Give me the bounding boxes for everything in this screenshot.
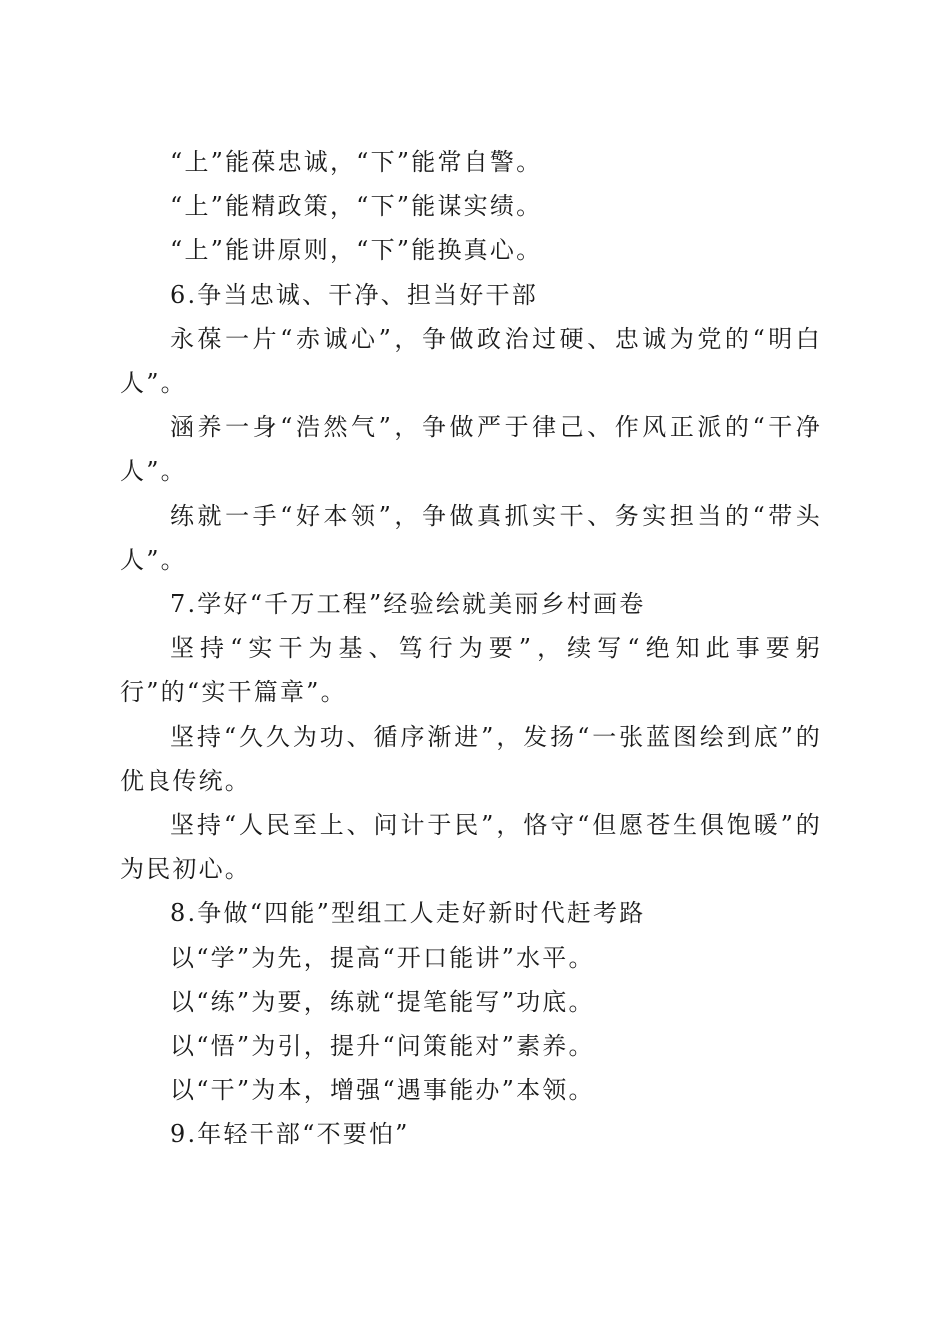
section-heading-8: 8.争做“四能”型组工人走好新时代赶考路	[170, 899, 646, 928]
paragraph-6: 涵养一身“浩然气”，争做严于律己、作风正派的“干净人”。	[120, 413, 822, 486]
paragraph-13: 以“学”为先，提高“开口能讲”水平。	[170, 943, 595, 972]
paragraph-14: 以“练”为要，练就“提笔能写”功底。	[170, 987, 595, 1016]
paragraph-15: 以“悟”为引，提升“问策能对”素养。	[170, 1032, 595, 1061]
paragraph-9: 坚持“实干为基、笃行为要”，续写“绝知此事要躬行”的“实干篇章”。	[120, 634, 822, 707]
paragraph-1: “上”能葆忠诚，“下”能常自警。	[170, 148, 543, 176]
section-heading-9: 9.年轻干部“不要怕”	[170, 1120, 410, 1149]
paragraph-5: 永葆一片“赤诚心”，争做政治过硬、忠诚为党的“明白人”。	[120, 324, 822, 398]
document-body	[120, 140, 822, 1157]
paragraph-10: 坚持“久久为功、循序渐进”，发扬“一张蓝图绘到底”的优良传统。	[120, 722, 822, 795]
paragraph-7: 练就一手“好本领”，争做真抓实干、务实担当的“带头人”。	[120, 501, 822, 574]
paragraph-3: “上”能讲原则，“下”能换真心。	[170, 236, 543, 265]
paragraph-11: 坚持“人民至上、问计于民”，恪守“但愿苍生俱饱暖”的为民初心。	[120, 811, 822, 884]
section-heading-6: 6.争当忠诚、干净、担当好干部	[170, 280, 538, 309]
paragraph-16: 以“干”为本，增强“遇事能办”本领。	[170, 1076, 595, 1105]
paragraph-2: “上”能精政策，“下”能谋实绩。	[170, 192, 543, 221]
section-heading-7: 7.学好“千万工程”经验绘就美丽乡村画卷	[170, 590, 646, 619]
